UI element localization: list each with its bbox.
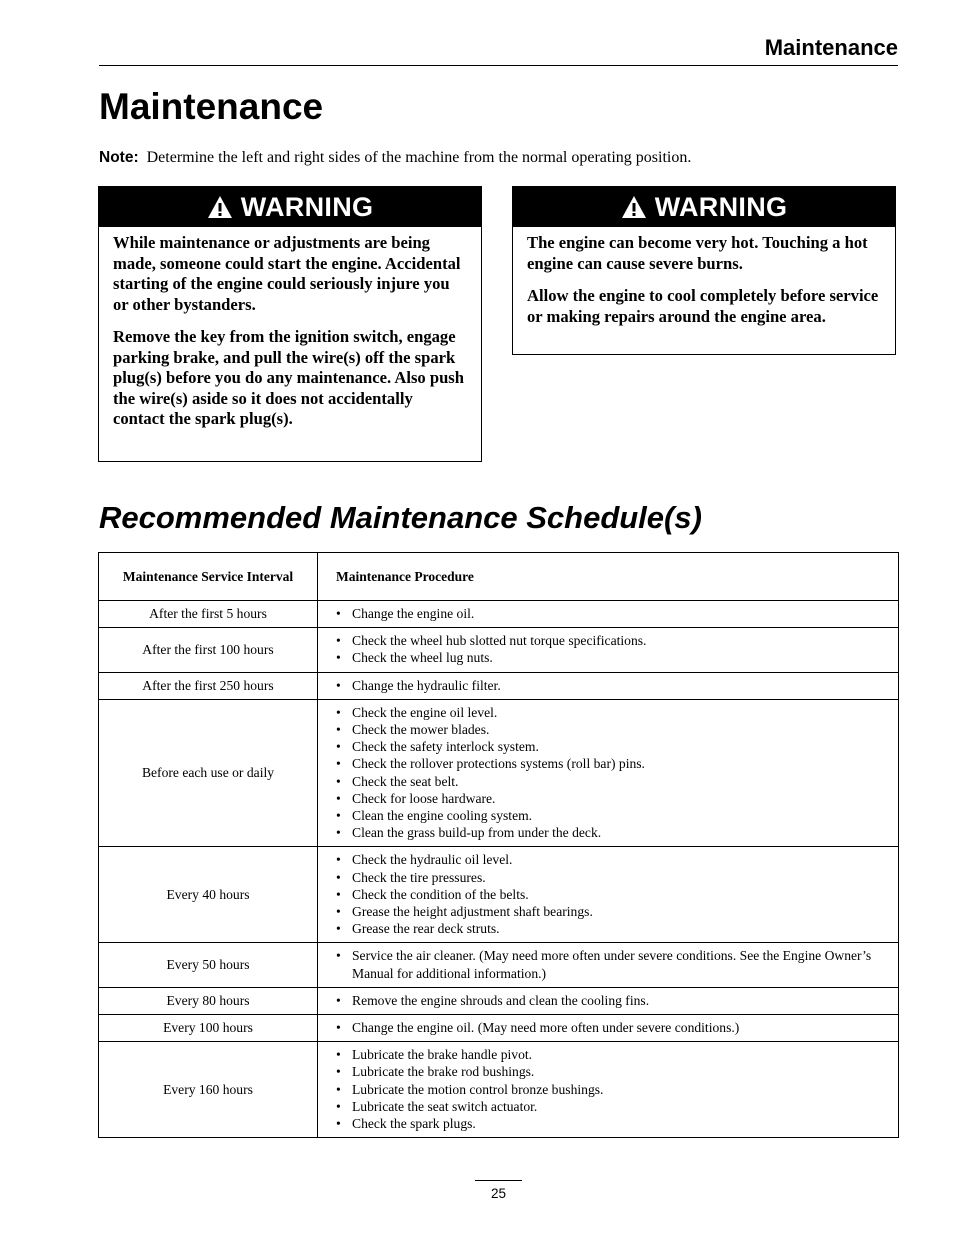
procedure-list xyxy=(336,1046,880,1132)
table-row xyxy=(99,1015,899,1042)
procedure-item: • Change the hydraulic filter. xyxy=(336,677,880,694)
procedure-list xyxy=(336,947,880,981)
warning-paragraph: Remove the key from the ignition switch, engage parking brake, and pull the wire(s) off the spark plug(s) before you do any maintenance. Also push the wire(s) aside so it does not accidentally contact the spark plug(s). xyxy=(113,327,464,428)
procedure-item: • Clean the grass build-up from under the deck. xyxy=(336,824,880,841)
interval-cell: Every 100 hours xyxy=(99,1015,318,1042)
procedure-list xyxy=(336,1019,880,1036)
table-row xyxy=(99,987,899,1014)
procedure-item: • Check the wheel hub slotted nut torque specifications. xyxy=(336,632,880,649)
procedure-item: • Check the wheel lug nuts. xyxy=(336,649,880,666)
procedure-item: • Check the hydraulic oil level. xyxy=(336,851,880,868)
procedure-list xyxy=(336,632,880,666)
procedure-cell xyxy=(318,1015,899,1042)
warning-box-hot-engine xyxy=(512,186,896,355)
procedure-cell xyxy=(318,987,899,1014)
procedure-cell xyxy=(318,699,899,847)
warning-triangle-icon xyxy=(207,195,233,219)
note xyxy=(99,149,899,167)
procedure-item: • Lubricate the seat switch actuator. xyxy=(336,1098,880,1115)
warning-label: WARNING xyxy=(654,191,788,222)
table-row xyxy=(99,847,899,943)
procedure-cell xyxy=(318,672,899,699)
procedure-item: • Lubricate the motion control bronze bushings. xyxy=(336,1081,880,1098)
procedure-item: • Check the tire pressures. xyxy=(336,869,880,886)
running-header xyxy=(99,35,898,66)
page-number: 25 xyxy=(475,1180,522,1201)
procedure-item: • Grease the rear deck struts. xyxy=(336,920,880,937)
interval-cell: Every 50 hours xyxy=(99,943,318,987)
procedure-cell xyxy=(318,601,899,628)
section-title: Recommended Maintenance Schedule(s) xyxy=(99,500,702,535)
warning-box-start-engine xyxy=(98,186,482,462)
procedure-item: • Grease the height adjustment shaft bearings. xyxy=(336,903,880,920)
procedure-cell xyxy=(318,847,899,943)
procedure-item: • Check the engine oil level. xyxy=(336,704,880,721)
procedure-item: • Change the engine oil. xyxy=(336,605,880,622)
procedure-item: • Check for loose hardware. xyxy=(336,790,880,807)
interval-cell: Every 160 hours xyxy=(99,1042,318,1138)
table-body xyxy=(99,601,899,1138)
procedure-cell xyxy=(318,943,899,987)
interval-cell: Every 40 hours xyxy=(99,847,318,943)
warning-body xyxy=(513,227,895,327)
procedure-item: • Change the engine oil. (May need more often under severe conditions.) xyxy=(336,1019,880,1036)
interval-cell: After the first 100 hours xyxy=(99,628,318,672)
table-row xyxy=(99,699,899,847)
procedure-item: • Check the seat belt. xyxy=(336,773,880,790)
warning-label: WARNING xyxy=(240,191,374,222)
warning-header xyxy=(99,187,481,227)
procedure-list xyxy=(336,605,880,622)
warning-body xyxy=(99,227,481,430)
page-title: Maintenance xyxy=(99,86,324,127)
procedure-cell xyxy=(318,628,899,672)
interval-cell: Every 80 hours xyxy=(99,987,318,1014)
procedure-list xyxy=(336,677,880,694)
warning-triangle-icon xyxy=(621,195,647,219)
table-header-row xyxy=(99,553,899,601)
procedure-item: • Remove the engine shrouds and clean the cooling fins. xyxy=(336,992,880,1009)
procedure-item: • Check the condition of the belts. xyxy=(336,886,880,903)
procedure-item: • Check the mower blades. xyxy=(336,721,880,738)
table-row xyxy=(99,1042,899,1138)
warning-header xyxy=(513,187,895,227)
table-row xyxy=(99,628,899,672)
procedure-list xyxy=(336,851,880,937)
warning-paragraph: While maintenance or adjustments are being made, someone could start the engine. Accidental starting of the engine could seriously injure you or other bystanders. xyxy=(113,233,461,314)
procedure-item: • Service the air cleaner. (May need more often under severe conditions. See the Engine Owner’s Manual for additional information.) xyxy=(336,947,880,981)
table-row xyxy=(99,943,899,987)
note-label: Note: xyxy=(99,149,139,166)
interval-cell: Before each use or daily xyxy=(99,699,318,847)
procedure-item: • Check the spark plugs. xyxy=(336,1115,880,1132)
interval-cell: After the first 250 hours xyxy=(99,672,318,699)
table-row xyxy=(99,601,899,628)
running-header-title: Maintenance xyxy=(764,35,898,60)
procedure-list xyxy=(336,992,880,1009)
warning-paragraph: The engine can become very hot. Touching a hot engine can cause severe burns. xyxy=(527,233,868,273)
procedure-item: • Lubricate the brake handle pivot. xyxy=(336,1046,880,1063)
procedure-item: • Clean the engine cooling system. xyxy=(336,807,880,824)
column-header-interval: Maintenance Service Interval xyxy=(99,553,318,601)
procedure-list xyxy=(336,704,880,842)
warning-paragraph: Allow the engine to cool completely before service or making repairs around the engine area. xyxy=(527,286,879,326)
procedure-cell xyxy=(318,1042,899,1138)
column-header-procedure: Maintenance Procedure xyxy=(318,553,899,601)
note-text: Determine the left and right sides of the machine from the normal operating position. xyxy=(146,149,692,166)
procedure-item: • Check the rollover protections systems (roll bar) pins. xyxy=(336,755,880,772)
table-row xyxy=(99,672,899,699)
maintenance-schedule-table xyxy=(98,552,899,1138)
interval-cell: After the first 5 hours xyxy=(99,601,318,628)
procedure-item: • Lubricate the brake rod bushings. xyxy=(336,1063,880,1080)
procedure-item: • Check the safety interlock system. xyxy=(336,738,880,755)
